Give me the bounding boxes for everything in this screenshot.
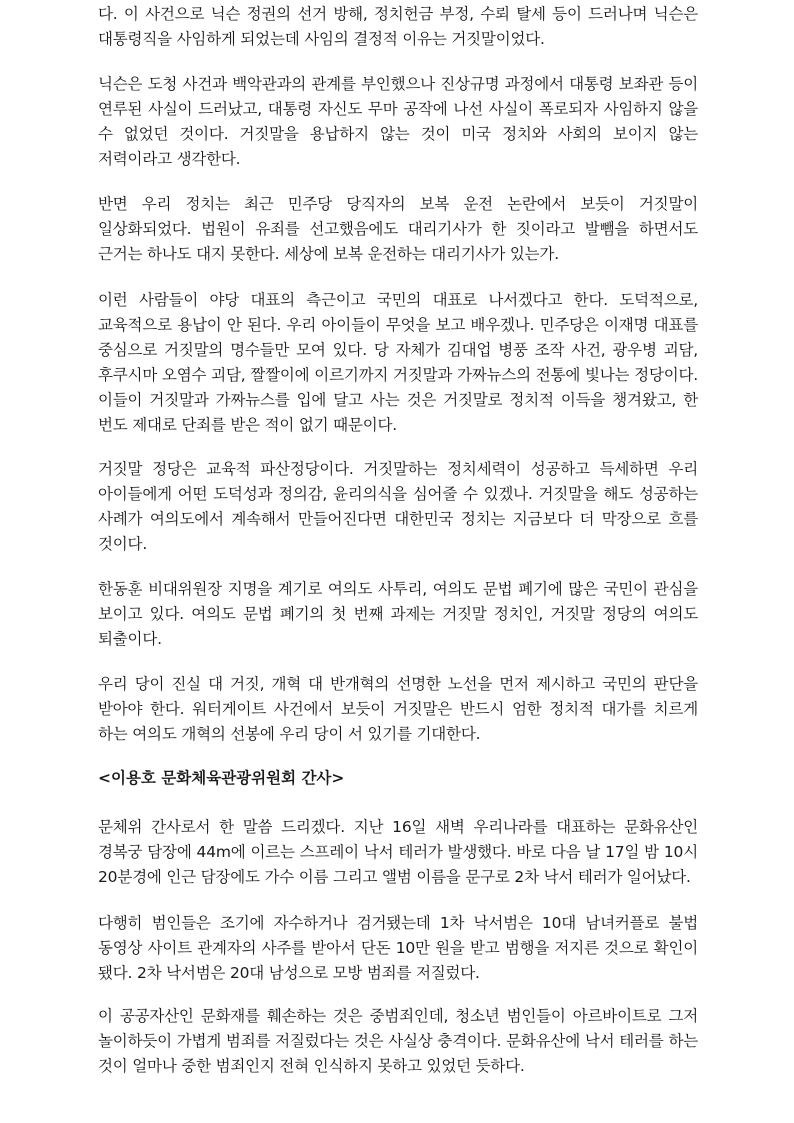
paragraph-retaliatory-driving: 반면 우리 정치는 최근 민주당 당직자의 보복 운전 논란에서 보듯이 거짓말이 일상화되었다. 법원이 유죄를 선고했음에도 대리기사가 한 짓이라고 발뺌을 하면서도 근거는 하나도 대지 못한다. 세상에 보복 운전하는 대리기사가 있는가.	[98, 195, 698, 263]
section-heading-speaker: <이용호 문화체육관광위원회 간사>	[98, 769, 345, 787]
paragraph-nixon-resignation: 다. 이 사건으로 닉슨 정권의 선거 방해, 정치헌금 부정, 수뢰 탈세 등이 드러나며 닉슨은 대통령직을 사임하게 되었는데 사임의 결정적 이유는 거짓말이었다.	[98, 5, 698, 48]
paragraph-nixon-denial: 닉슨은 도청 사건과 백악관과의 관계를 부인했으나 진상규명 과정에서 대통령 보좌관 등이 연루된 사실이 드러났고, 대통령 자신도 무마 공작에 나선 사실이 폭로되자 사임하지 않을 수 없었던 것이다. 거짓말을 용납하지 않는 것이 미국 정치와 사회의 보이지 않는 저력이라고 생각한다.	[98, 75, 698, 168]
paragraph-serious-crime: 이 공공자산인 문화재를 훼손하는 것은 중범죄인데, 청소년 범인들이 아르바이트로 그저 놀이하듯이 가볍게 범죄를 저질렀다는 것은 사실상 충격이다. 문화유산에 낙서 테러를 하는 것이 얼마나 중한 범죄인지 전혀 인식하지 못하고 있었던 듯하다.	[98, 1007, 698, 1075]
paragraph-lies-tradition: 이런 사람들이 야당 대표의 측근이고 국민의 대표로 나서겠다고 한다. 도덕적으로, 교육적으로 용납이 안 된다. 우리 아이들이 무엇을 보고 배우겠나. 민주당은 이재명 대표를 중심으로 거짓말의 명수들만 모여 있다. 당 자체가 김대업 병풍 조작 사건, 광우병 괴담, 후쿠시마 오염수 괴담, 짤짤이에 이르기까지 거짓말과 가짜뉴스의 전통에 빛나는 정당이다. 이들이 거짓말과 가짜뉴스를 입에 달고 사는 것은 거짓말로 정치적 이득을 챙겨왔고, 한 번도 제대로 단죄를 받은 적이 없기 때문이다.	[98, 291, 698, 434]
paragraph-gyeongbokgung-graffiti: 문체위 간사로서 한 말씀 드리겠다. 지난 16일 새벽 우리나라를 대표하는 문화유산인 경복궁 담장에 44m에 이르는 스프레이 낙서 테러가 발생했다. 바로 다음 날 17일 밤 10시 20분경에 인근 담장에도 가수 이름 그리고 앨범 이름을 문구로 2차 낙서 테러가 일어났다.	[98, 818, 698, 886]
paragraph-culprits: 다행히 범인들은 조기에 자수하거나 검거됐는데 1차 낙서범은 10대 남녀커플로 불법 동영상 사이트 관계자의 사주를 받아서 단돈 10만 원을 받고 범행을 저지른 것으로 확인이 됐다. 2차 낙서범은 20대 남성으로 모방 범죄를 저질렀다.	[98, 914, 698, 982]
paragraph-bankrupt-party: 거짓말 정당은 교육적 파산정당이다. 거짓말하는 정치세력이 성공하고 득세하면 우리 아이들에게 어떤 도덕성과 정의감, 윤리의식을 심어줄 수 있겠나. 거짓말을 해도 성공하는 사례가 여의도에서 계속해서 만들어진다면 대한민국 정치는 지금보다 더 막장으로 흐를 것이다.	[98, 460, 698, 553]
paragraph-yeouido-grammar: 한동훈 비대위원장 지명을 계기로 여의도 사투리, 여의도 문법 폐기에 많은 국민이 관심을 보이고 있다. 여의도 문법 폐기의 첫 번째 과제는 거짓말 정치인, 거짓말 정당의 여의도 퇴출이다.	[98, 580, 698, 648]
paragraph-reform-vanguard: 우리 당이 진실 대 거짓, 개혁 대 반개혁의 선명한 노선을 먼저 제시하고 국민의 판단을 받아야 한다. 워터게이트 사건에서 보듯이 거짓말은 반드시 엄한 정치적 대가를 치르게 하는 여의도 개혁의 선봉에 우리 당이 서 있기를 기대한다.	[98, 675, 698, 743]
